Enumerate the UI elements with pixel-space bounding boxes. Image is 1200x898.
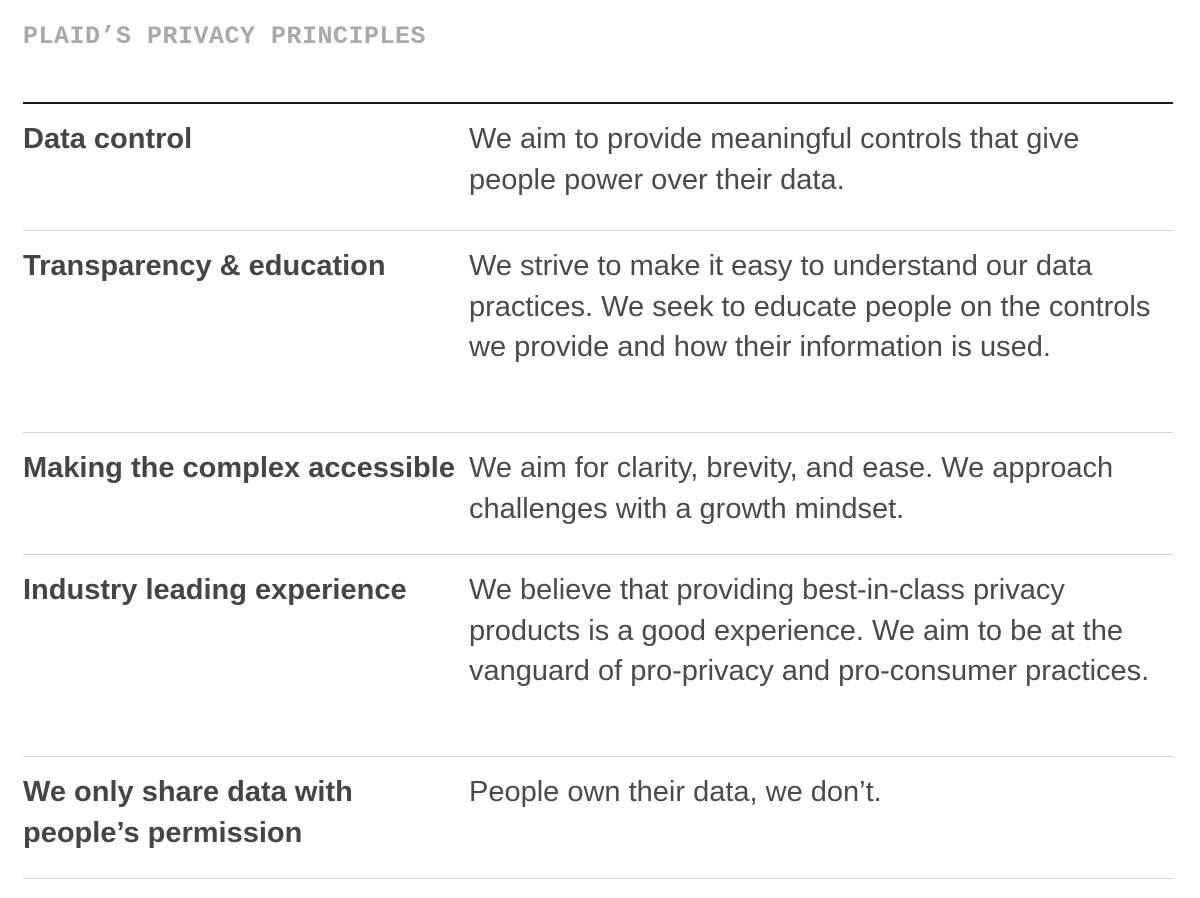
principle-description: People own their data, we don’t.	[469, 776, 882, 808]
principle-description: We believe that providing best-in-class privacy products is a good experience. We aim to be at the vanguard of pro-privacy and pro-consumer practices.	[469, 574, 1150, 687]
privacy-principles-page	[23, 0, 1173, 849]
principle-row-permission	[23, 757, 1173, 879]
principles-table	[23, 102, 1173, 879]
principle-title: We only share data with people’s permission	[23, 776, 353, 849]
principle-title: Transparency & education	[23, 250, 386, 282]
principle-row-industry-leading	[23, 555, 1173, 757]
principle-row-complex-accessible	[23, 433, 1173, 555]
principle-title: Making the complex accessible	[23, 452, 455, 484]
principle-title: Industry leading experience	[23, 574, 407, 606]
principle-title: Data control	[23, 123, 193, 155]
principle-description: We strive to make it easy to understand our data practices. We seek to educate people on the controls we provide and how their information is used.	[469, 250, 1151, 363]
section-heading: PLAID’S PRIVACY PRINCIPLES	[23, 22, 427, 51]
principle-row-data-control	[23, 104, 1173, 231]
principle-row-transparency	[23, 231, 1173, 433]
principle-description: We aim for clarity, brevity, and ease. We approach challenges with a growth mindset.	[469, 452, 1114, 525]
principle-description: We aim to provide meaningful controls that give people power over their data.	[469, 123, 1080, 196]
